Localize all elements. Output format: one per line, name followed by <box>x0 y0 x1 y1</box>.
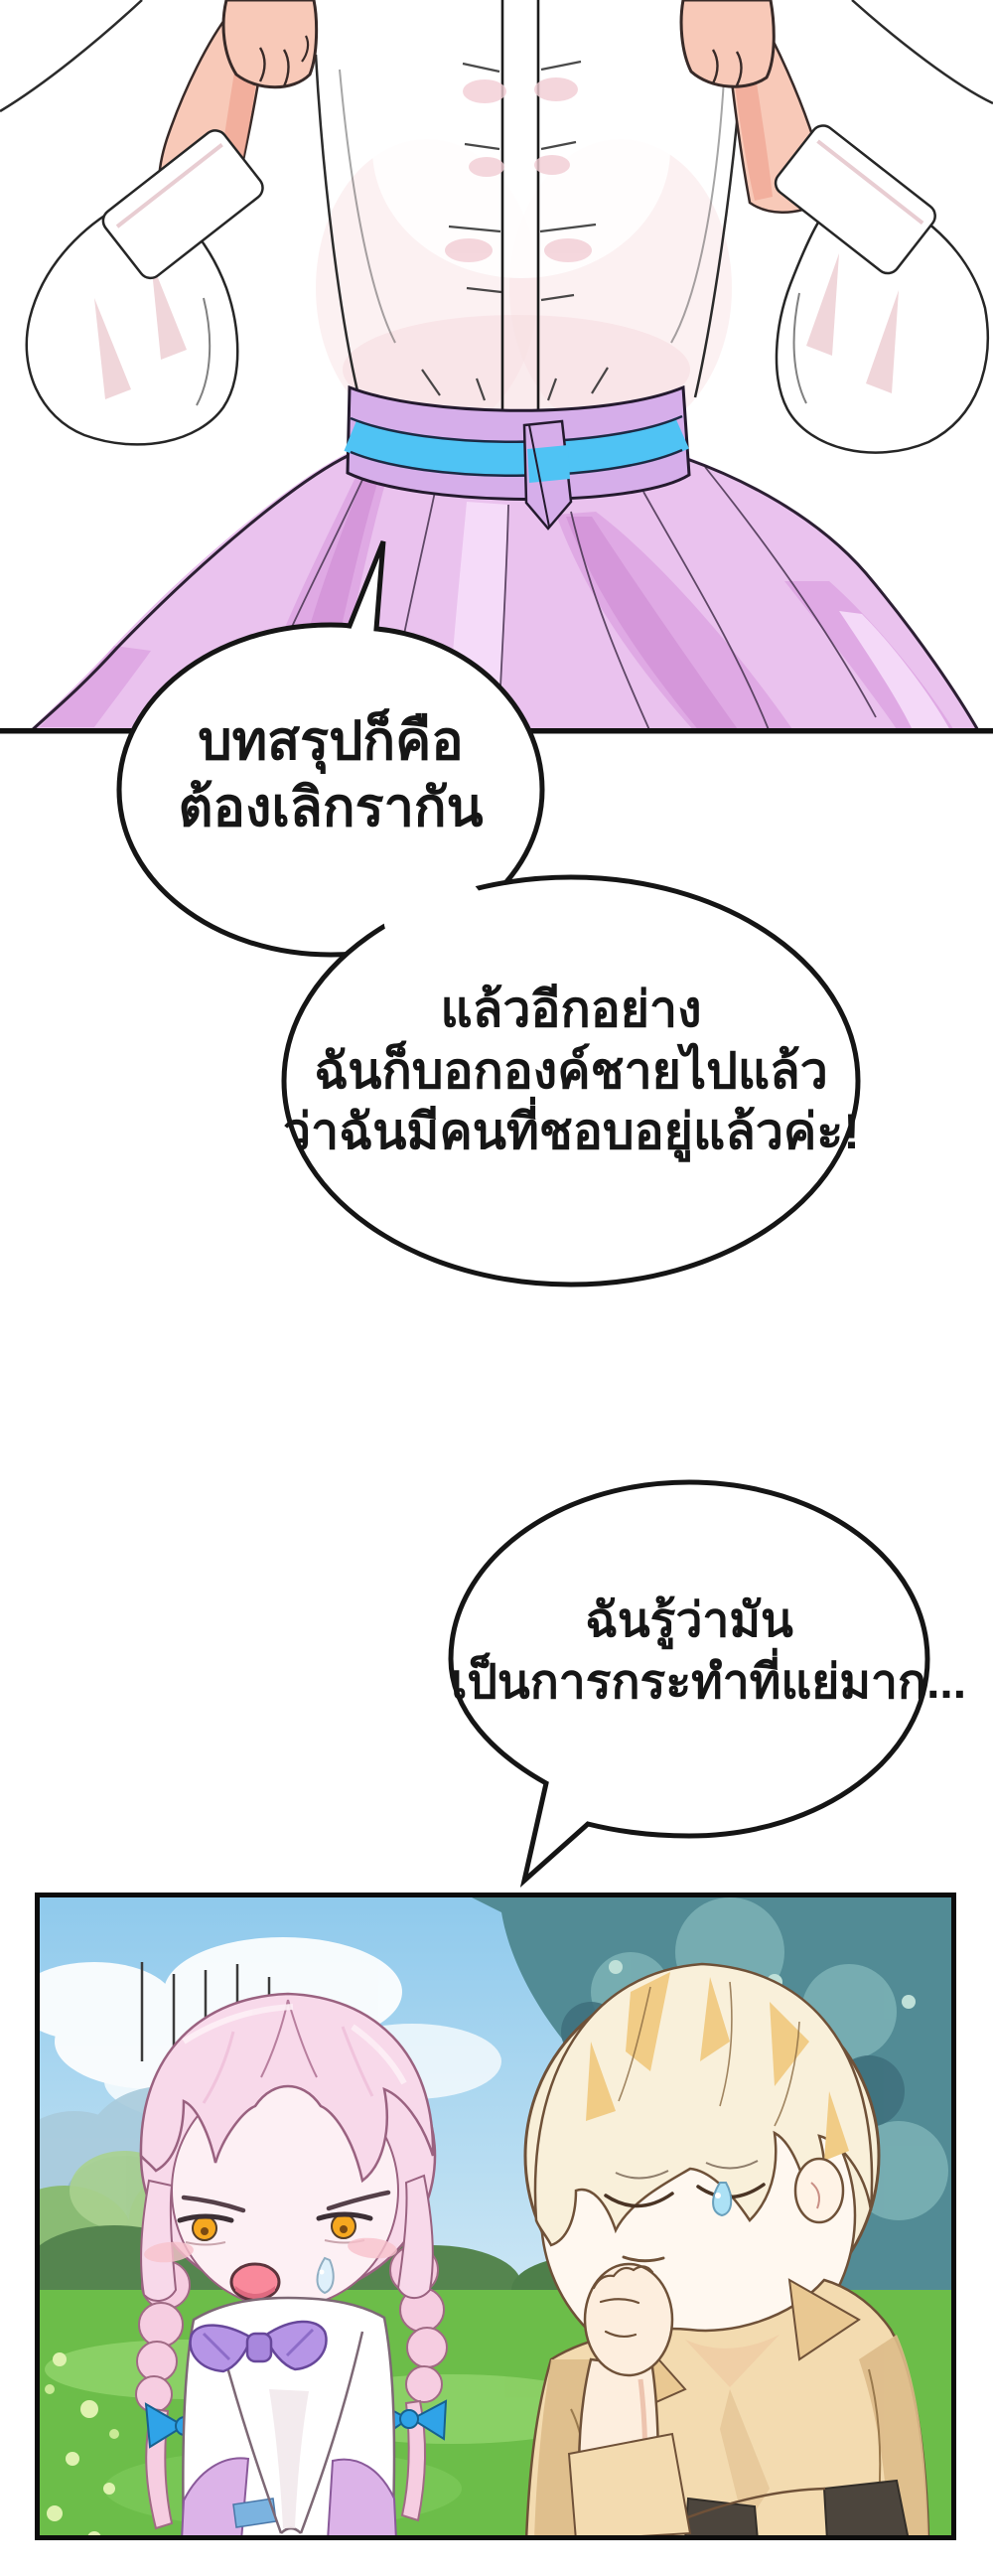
bubble-text-line: บทสรุปก็คือ <box>198 711 464 771</box>
garden-artwork <box>35 1893 956 2540</box>
bubble-text-line: เป็นการกระทำที่แย่มาก... <box>451 1656 967 1709</box>
panel-garden <box>35 1893 956 2540</box>
speech-bubble-2-text <box>283 980 859 1163</box>
speech-bubble-1-text <box>127 708 534 841</box>
speech-bubble-3-text <box>451 1591 967 1714</box>
bubble-text-line: แล้วอีกอย่าง <box>440 982 702 1037</box>
bubble-text-line: ว่าฉันมีคนที่ชอบอยู่แล้วค่ะ! <box>283 1104 860 1159</box>
bubble-text-line: ฉันรู้ว่ามัน <box>585 1594 793 1647</box>
bubble-text-line: ต้องเลิกรากัน <box>178 778 484 837</box>
bubble-text-line: ฉันก็บอกองค์ชายไปแล้ว <box>314 1042 828 1099</box>
